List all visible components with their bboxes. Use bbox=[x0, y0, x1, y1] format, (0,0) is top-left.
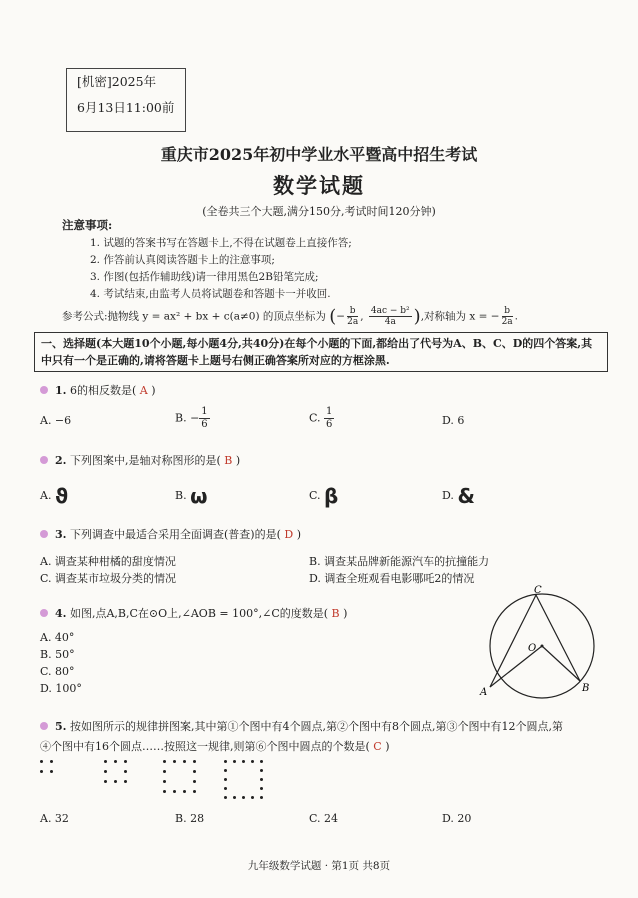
pattern-dot bbox=[124, 770, 127, 773]
pattern-dot bbox=[233, 796, 236, 799]
answer-mark: A bbox=[139, 384, 148, 397]
reference-prefix: 参考公式:抛物线 y = ax² + bx + c(a≠0) 的顶点坐标为 bbox=[62, 310, 326, 323]
answer-mark: C bbox=[373, 740, 382, 753]
pattern-dot bbox=[224, 769, 227, 772]
pattern-dot bbox=[163, 790, 166, 793]
vertex-x-den: 2a bbox=[347, 317, 359, 327]
option-d: D. 20 bbox=[442, 812, 472, 825]
pattern-dot bbox=[163, 780, 166, 783]
notes-title: 注意事项: bbox=[62, 218, 113, 232]
question-text: 如图,点A,B,C在⊙O上,∠AOB = 100°,∠C的度数是( bbox=[69, 607, 329, 620]
answer-mark: D bbox=[284, 528, 294, 541]
pattern-dot bbox=[183, 790, 186, 793]
label-o: O bbox=[528, 643, 537, 654]
pattern-dot bbox=[242, 760, 245, 763]
confidential-line-2: 6月13日11:00前 bbox=[77, 100, 175, 115]
option-c-prefix: C. bbox=[309, 411, 321, 425]
reference-end: . bbox=[514, 310, 518, 323]
option-c-den: 6 bbox=[326, 419, 333, 430]
question-1 bbox=[55, 382, 156, 398]
question-text: ④个图中有16个圆点……按照这一规律,则第⑥个图中圆点的个数是( bbox=[40, 740, 370, 753]
axis-den: 2a bbox=[501, 317, 513, 327]
question-number: 2. bbox=[55, 454, 67, 467]
circle-figure bbox=[470, 585, 610, 700]
pattern-dot bbox=[104, 770, 107, 773]
pattern-dot bbox=[193, 770, 196, 773]
option-d: D. 6 bbox=[442, 414, 465, 427]
exam-title: 重庆市2025年初中学业水平暨高中招生考试 bbox=[160, 145, 478, 164]
label-a: A bbox=[480, 687, 488, 698]
pattern-dot bbox=[173, 790, 176, 793]
option-b-label: B. bbox=[175, 489, 187, 502]
pattern-dot bbox=[50, 760, 53, 763]
option-d: D. 100° bbox=[40, 682, 82, 695]
pattern-dot bbox=[104, 780, 107, 783]
question-text: 下列调查中最适合采用全面调查(普查)的是( bbox=[69, 528, 281, 541]
confidential-box bbox=[66, 68, 186, 132]
question-bullet-icon bbox=[40, 456, 48, 464]
answer-mark: B bbox=[331, 607, 340, 620]
question-close: ) bbox=[385, 740, 390, 753]
option-a: A. 32 bbox=[40, 812, 69, 825]
option-a-label: A. bbox=[40, 489, 52, 502]
option-c-num: 1 bbox=[326, 406, 333, 417]
label-c: C bbox=[534, 585, 542, 596]
option-b-prefix: B. − bbox=[175, 411, 200, 425]
option-a: A. 调查某种柑橘的甜度情况 bbox=[40, 555, 176, 568]
pattern-dot bbox=[114, 780, 117, 783]
question-bullet-icon bbox=[40, 722, 48, 730]
pattern-dot bbox=[251, 796, 254, 799]
pattern-dot bbox=[224, 778, 227, 781]
pattern-dot bbox=[193, 790, 196, 793]
pattern-dot bbox=[104, 760, 107, 763]
question-3 bbox=[55, 526, 301, 542]
vertex-x-num: b bbox=[347, 306, 358, 317]
question-text: 下列图案中,是轴对称图形的是( bbox=[69, 454, 221, 467]
option-b bbox=[175, 484, 207, 508]
confidential-line-1: [机密]2025年 bbox=[77, 74, 157, 89]
page-footer: 九年级数学试题 · 第1页 共8页 bbox=[247, 860, 391, 872]
pattern-dot bbox=[260, 769, 263, 772]
pattern-dot bbox=[224, 760, 227, 763]
option-c bbox=[309, 406, 334, 431]
question-5-line-2 bbox=[40, 738, 390, 754]
beta-symbol-icon: β bbox=[324, 484, 339, 508]
option-d bbox=[442, 484, 475, 508]
pattern-dot bbox=[251, 760, 254, 763]
question-2 bbox=[55, 452, 240, 468]
question-5-line-1 bbox=[55, 718, 563, 734]
pattern-dot bbox=[163, 770, 166, 773]
question-text: 6的相反数是( bbox=[69, 384, 137, 397]
option-c: C. 调查某市垃圾分类的情况 bbox=[40, 572, 177, 585]
ampersand-symbol-icon: & bbox=[457, 484, 475, 508]
vertex-y-num: 4ac − b² bbox=[370, 306, 410, 316]
option-a bbox=[40, 484, 68, 508]
question-number: 4. bbox=[55, 607, 67, 620]
question-close: ) bbox=[343, 607, 348, 620]
option-c: C. 24 bbox=[309, 812, 339, 825]
omega-symbol-icon: ω bbox=[190, 484, 208, 508]
option-b-num: 1 bbox=[201, 406, 208, 417]
option-c-label: C. bbox=[309, 489, 321, 502]
option-a: A. −6 bbox=[40, 414, 72, 427]
center-point bbox=[541, 645, 544, 648]
pattern-dot bbox=[242, 796, 245, 799]
pattern-dot bbox=[260, 787, 263, 790]
option-b: B. 50° bbox=[40, 648, 75, 661]
pattern-dot bbox=[193, 760, 196, 763]
pattern-dot bbox=[114, 760, 117, 763]
segment-ob bbox=[542, 646, 580, 681]
pattern-dot bbox=[224, 796, 227, 799]
question-number: 3. bbox=[55, 528, 67, 541]
axis-num: b bbox=[502, 306, 513, 317]
segment-ca bbox=[490, 595, 536, 687]
pattern-dot bbox=[163, 760, 166, 763]
pattern-dot bbox=[193, 780, 196, 783]
option-d: D. 调查全班观看电影哪吒2的情况 bbox=[309, 572, 475, 585]
segment-cb bbox=[536, 595, 580, 681]
question-bullet-icon bbox=[40, 530, 48, 538]
option-d-label: D. bbox=[442, 489, 454, 502]
option-a: A. 40° bbox=[40, 631, 75, 644]
vertex-y-den: 4a bbox=[384, 317, 396, 327]
question-close: ) bbox=[296, 528, 301, 541]
pattern-dot bbox=[124, 780, 127, 783]
pattern-dot bbox=[50, 770, 53, 773]
option-c bbox=[309, 484, 338, 508]
pattern-dot bbox=[183, 760, 186, 763]
pattern-dot bbox=[233, 760, 236, 763]
question-bullet-icon bbox=[40, 609, 48, 617]
question-close: ) bbox=[235, 454, 241, 467]
note-item: 4. 考试结束,由监考人员将试题卷和答题卡一并收回. bbox=[90, 288, 331, 300]
option-c: C. 80° bbox=[40, 665, 75, 678]
pattern-dot bbox=[224, 787, 227, 790]
pattern-dot bbox=[173, 760, 176, 763]
option-b: B. 调查某品牌新能源汽车的抗撞能力 bbox=[309, 555, 490, 568]
pattern-dot bbox=[260, 796, 263, 799]
exam-info: (全卷共三个大题,满分150分,考试时间120分钟) bbox=[202, 205, 436, 218]
pattern-dot bbox=[260, 778, 263, 781]
question-bullet-icon bbox=[40, 386, 48, 394]
pattern-dot bbox=[124, 760, 127, 763]
question-4 bbox=[55, 605, 347, 621]
label-b: B bbox=[582, 683, 590, 694]
pattern-dot bbox=[40, 760, 43, 763]
reference-formula: 参考公式:抛物线 y = ax² + bx + c(a≠0) 的顶点坐标为 (− $\frac{b}{2a}$ , $\frac{\text{4ac − b²}}{4a}$ ),对称轴为 x = − $\frac{b}{2a}$ . bbox=[62, 306, 518, 327]
note-item: 2. 作答前认真阅读答题卡上的注意事项; bbox=[90, 254, 275, 266]
theta-symbol-icon: ϑ bbox=[54, 484, 69, 508]
pattern-dot bbox=[40, 770, 43, 773]
option-b bbox=[175, 406, 210, 431]
question-text: 按如图所示的规律拼图案,其中第①个图中有4个圆点,第②个图中有8个圆点,第③个图中有12个圆点,第 bbox=[69, 720, 563, 733]
note-item: 1. 试题的答案书写在答题卡上,不得在试题卷上直接作答; bbox=[90, 237, 352, 249]
option-b: B. 28 bbox=[175, 812, 205, 825]
question-number: 5. bbox=[55, 720, 67, 733]
subject-title: 数学试题 bbox=[273, 173, 365, 198]
answer-mark: B bbox=[224, 454, 233, 467]
section-instructions: 一、选择题(本大题10个小题,每小题4分,共40分)在每个小题的下面,都给出了代号为A、B、C、D的四个答案,其中只有一个是正确的,请将答题卡上题号右侧正确答案所对应的方框涂黑. bbox=[34, 332, 608, 372]
question-number: 1. bbox=[55, 384, 67, 397]
option-b-den: 6 bbox=[201, 419, 208, 430]
pattern-dot bbox=[260, 760, 263, 763]
note-item: 3. 作图(包括作辅助线)请一律用黑色2B铅笔完成; bbox=[90, 271, 319, 283]
axis-text: ,对称轴为 x = − bbox=[420, 310, 500, 323]
question-close: ) bbox=[151, 384, 156, 397]
